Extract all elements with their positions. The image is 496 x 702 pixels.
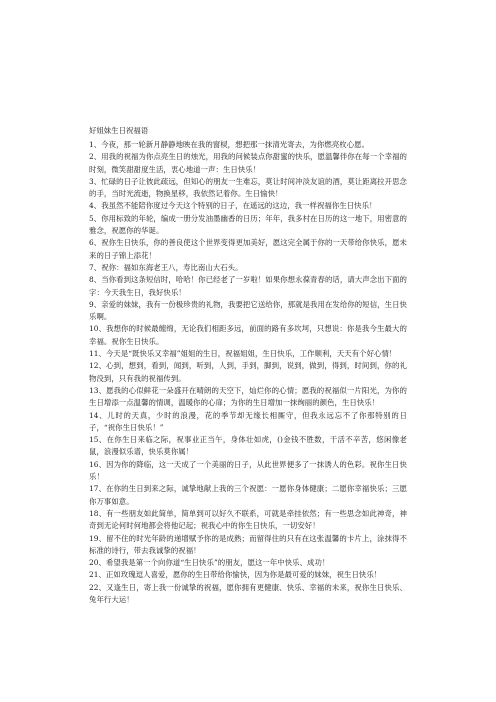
paragraph: 15、在你生日来临之际，祝事业正当午，身体壮如虎，()金钱不胜数，干活不辛苦，悠闲像老鼠，浪漫似乐谱，快乐莫你属！: [89, 435, 407, 457]
paragraph: 19、留不住的时光年龄的递增赋予你的是成熟；而留得住的只有在这张温馨的卡片上，涂抹得不标准的诗行，带去我诚挚的祝福！: [89, 533, 407, 555]
document-page: [89, 125, 407, 606]
document-title: 好姐妹生日祝福语: [89, 126, 149, 135]
paragraph: 7、祝你：福如东海老王八，寿比南山大石头。: [89, 262, 243, 272]
paragraph: 2、用我的祝福为你点亮生日的烛光，用我的问候装点你甜蜜的快乐，愿温馨伴你在每一个幸福的时刻，微笑甜甜度生活，衷心地道一声：生日快乐！: [89, 152, 407, 174]
paragraph: 5、你用标致的年轮，编成一册分发油墨幽香的日历；年年，我多村在日历的这一地下，用密意的雅念，祝愿你的华诞。: [89, 213, 407, 236]
paragraph: 8、当你看到这条短信时，哈哈！你已经老了一岁啦！如果你想永葆青春的话，请大声念出下面的字：今天我生日，我好快乐！: [89, 275, 407, 297]
paragraph: 17、在你的生日到来之际，诚挚地献上我的三个祝愿：一愿你身体健康；二愿你幸福快乐；三愿你万事如意。: [89, 484, 407, 506]
paragraph: 11、今天是“既快乐又幸福”姐姐的生日，祝福姐姐，生日快乐，工作顺利，天天有个好心情！: [89, 349, 397, 359]
paragraph: 3、忙碌的日子让彼此疏远，但知心的朋友一生难忘，莫让时间冲淡友谊的酒，莫让距离拉开思念的手，当时光流逝，物换星移，我依然记着你。生日愉快！: [89, 176, 407, 199]
paragraph: 20、希望我是第一个向你道“生日快乐”的朋友，愿这一年中快乐、成功！: [89, 558, 330, 568]
paragraph: 13、愿我的心似鲜花一朵盛开在晴朗的天空下，灿烂你的心情；愿我的祝福似一片阳光，为你的生日增添一点温馨的情调，温暖你的心扉；为你的生日增加一抹绚丽的颜色，生日快乐！: [89, 385, 407, 408]
paragraph: 21、正如玫瑰逗人喜爱，愿你的生日带给你愉快，因为你是最可爱的妹妹，祝生日快乐！: [89, 570, 382, 580]
paragraph: 4、我虽然不能陪你度过今天这个特别的日子，在遥远的这边，我一样祝福你生日快乐！: [89, 201, 377, 211]
paragraph: 18、有一些朋友如此简单，简单到可以好久不联系，可就是牵挂依然；有一些思念如此神奇，神奇到无论何时何地都会将他记起；祝我心中的你生日快乐，一切安好！: [89, 508, 407, 531]
paragraph: 14、儿时的天真，少时的浪漫，花的季节却无缘长相厮守，但我永远忘不了你那特别的日子，“祝你生日快乐！”: [89, 410, 407, 432]
paragraph: 6、祝你生日快乐，你的善良使这个世界变得更加美好，愿这完全属于你的一天带给你快乐，愿未来的日子锦上添花！: [89, 238, 407, 260]
paragraph: 16、因为你的降临，这一天成了一个美丽的日子，从此世界便多了一抹诱人的色彩。祝你生日快乐！: [89, 459, 407, 482]
paragraph: 1、今夜，那一轮新月静静地映在我的窗棂，想把那一抹清光寄去，为你燃亮枚心愿。: [89, 140, 370, 149]
paragraph: 10、我想你的时候最缠绵，无论我们相距多远，前面的路有多坎坷，只想说：你是我今生最大的幸福。祝你生日快乐。: [89, 324, 407, 346]
paragraph-list: [89, 139, 407, 606]
paragraph: 9、亲爱的妹妹，我有一份极珍贵的礼物，我要把它送给你，那就是我用在发给你的短信，生日快乐啊。: [89, 299, 407, 322]
paragraph: 12、心到，想到，看到，闻到，听到，人到，手到，脚到，说到，做到，得到，时间到，你的礼物没到，只有我的祝福传到。: [89, 361, 407, 383]
paragraph: 22、又逢生日，寄上我一份诚挚的祝福，愿你拥有更健康、快乐、幸福的未来，祝你生日快乐、兔年行大运！: [89, 582, 407, 604]
